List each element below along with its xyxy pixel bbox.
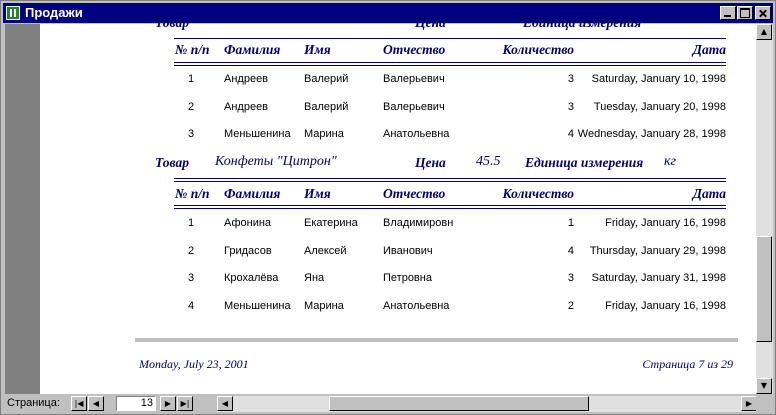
scroll-up-arrow-icon[interactable]: ▲ (756, 24, 772, 40)
row-patronymic: Валерьевич (383, 101, 445, 113)
row-patronymic: Анатольевна (383, 300, 450, 312)
first-page-icon[interactable]: |◀ (71, 396, 87, 411)
row-quantity: 4 (567, 245, 574, 257)
navigation-bar (5, 395, 773, 412)
horizontal-scroll-thumb[interactable] (329, 396, 589, 411)
row-name: Алексей (304, 245, 347, 257)
item-label: Товар (155, 155, 189, 170)
col-patronymic-header: Отчество (383, 186, 446, 201)
window-title: Продажи (25, 5, 83, 20)
row-name: Валерий (304, 101, 349, 113)
row-number: 1 (187, 73, 195, 85)
row-name: Екатерина (304, 217, 358, 229)
row-number: 3 (187, 272, 195, 284)
vertical-scrollbar[interactable] (756, 24, 773, 394)
scroll-down-arrow-icon[interactable]: ▼ (756, 378, 772, 394)
report-page (40, 15, 756, 394)
row-patronymic: Петровна (383, 272, 432, 284)
col-quantity-header: Количество (502, 186, 574, 201)
row-surname: Меньшенина (224, 300, 291, 312)
scroll-right-arrow-icon[interactable]: ▶ (741, 396, 757, 411)
row-date: Wednesday, January 28, 1998 (577, 128, 726, 140)
row-number: 2 (187, 245, 195, 257)
footer-date: Monday, July 23, 2001 (139, 357, 249, 371)
row-number: 2 (187, 101, 195, 113)
next-page-icon[interactable]: ▶ (160, 396, 176, 411)
col-num-header: № п/п (175, 42, 210, 57)
row-quantity: 3 (567, 272, 574, 284)
previous-page-icon[interactable]: ◀ (88, 396, 104, 411)
row-name: Яна (304, 272, 325, 284)
row-name: Марина (304, 300, 344, 312)
footer-page-number: Страница 7 из 29 (642, 357, 733, 371)
row-date: Friday, January 16, 1998 (605, 217, 726, 229)
row-quantity: 1 (567, 217, 574, 229)
size-grip[interactable] (756, 395, 773, 412)
cut-unit-label: Единица измерения (523, 15, 642, 30)
vertical-scroll-thumb[interactable] (756, 236, 772, 342)
col-num-header: № п/п (175, 186, 210, 201)
row-quantity: 4 (567, 128, 574, 140)
row-date: Saturday, January 31, 1998 (591, 272, 726, 284)
scroll-left-arrow-icon[interactable]: ◀ (217, 396, 233, 411)
row-name: Марина (304, 128, 344, 140)
row-number: 4 (187, 300, 195, 312)
cut-price-label: Цена (415, 15, 446, 30)
header-rule-top-2 (174, 181, 726, 182)
item-value: Конфеты "Цитрон" (215, 154, 337, 169)
header-rule-bottom (174, 205, 726, 206)
col-name-header: Имя (304, 42, 331, 57)
row-patronymic: Владимировн (383, 217, 454, 229)
row-date: Friday, January 16, 1998 (605, 300, 726, 312)
unit-value: кг (664, 154, 677, 169)
row-number: 3 (187, 128, 195, 140)
row-surname: Гридасов (224, 245, 272, 257)
row-date: Saturday, January 10, 1998 (591, 73, 726, 85)
row-quantity: 3 (567, 73, 574, 85)
col-date-header: Дата (692, 186, 726, 201)
row-surname: Андреев (224, 73, 269, 85)
col-surname-header: Фамилия (224, 186, 281, 201)
price-label: Цена (415, 155, 446, 170)
current-page-field[interactable]: 13 (116, 396, 156, 411)
access-app-icon (6, 6, 20, 20)
col-date-header: Дата (692, 42, 726, 57)
report-preview-area (5, 15, 756, 394)
row-patronymic: Валерьевич (383, 73, 445, 85)
row-date: Tuesday, January 20, 1998 (593, 101, 726, 113)
header-rule-bottom-2 (174, 65, 726, 66)
header-rule-bottom-2 (174, 208, 726, 209)
header-rule-bottom (174, 62, 726, 63)
row-surname: Андреев (224, 101, 269, 113)
row-number: 1 (187, 217, 195, 229)
row-date: Thursday, January 29, 1998 (589, 245, 726, 257)
row-patronymic: Иванович (383, 245, 433, 257)
page-label: Страница: (7, 397, 60, 409)
last-page-icon[interactable]: ▶| (177, 396, 193, 411)
row-patronymic: Анатольевна (383, 128, 450, 140)
price-value: 45.5 (476, 154, 501, 169)
col-surname-header: Фамилия (224, 42, 281, 57)
row-surname: Афонина (224, 217, 272, 229)
close-button[interactable] (755, 6, 771, 20)
maximize-button[interactable] (737, 6, 753, 20)
row-surname: Крохалёва (224, 272, 279, 284)
row-surname: Меньшенина (224, 128, 291, 140)
page-margin-background (5, 24, 40, 394)
cut-item-label: Товар (155, 15, 189, 30)
col-name-header: Имя (304, 186, 331, 201)
col-patronymic-header: Отчество (383, 42, 446, 57)
minimize-button[interactable] (720, 6, 736, 20)
row-quantity: 3 (567, 101, 574, 113)
title-bar[interactable] (3, 3, 773, 23)
horizontal-scrollbar[interactable] (217, 396, 757, 412)
col-quantity-header: Количество (502, 42, 574, 57)
header-rule-top (174, 38, 726, 39)
row-quantity: 2 (567, 300, 574, 312)
header-rule-top (174, 178, 726, 179)
footer-divider (135, 338, 738, 342)
row-name: Валерий (304, 73, 349, 85)
unit-label: Единица измерения (525, 155, 644, 170)
